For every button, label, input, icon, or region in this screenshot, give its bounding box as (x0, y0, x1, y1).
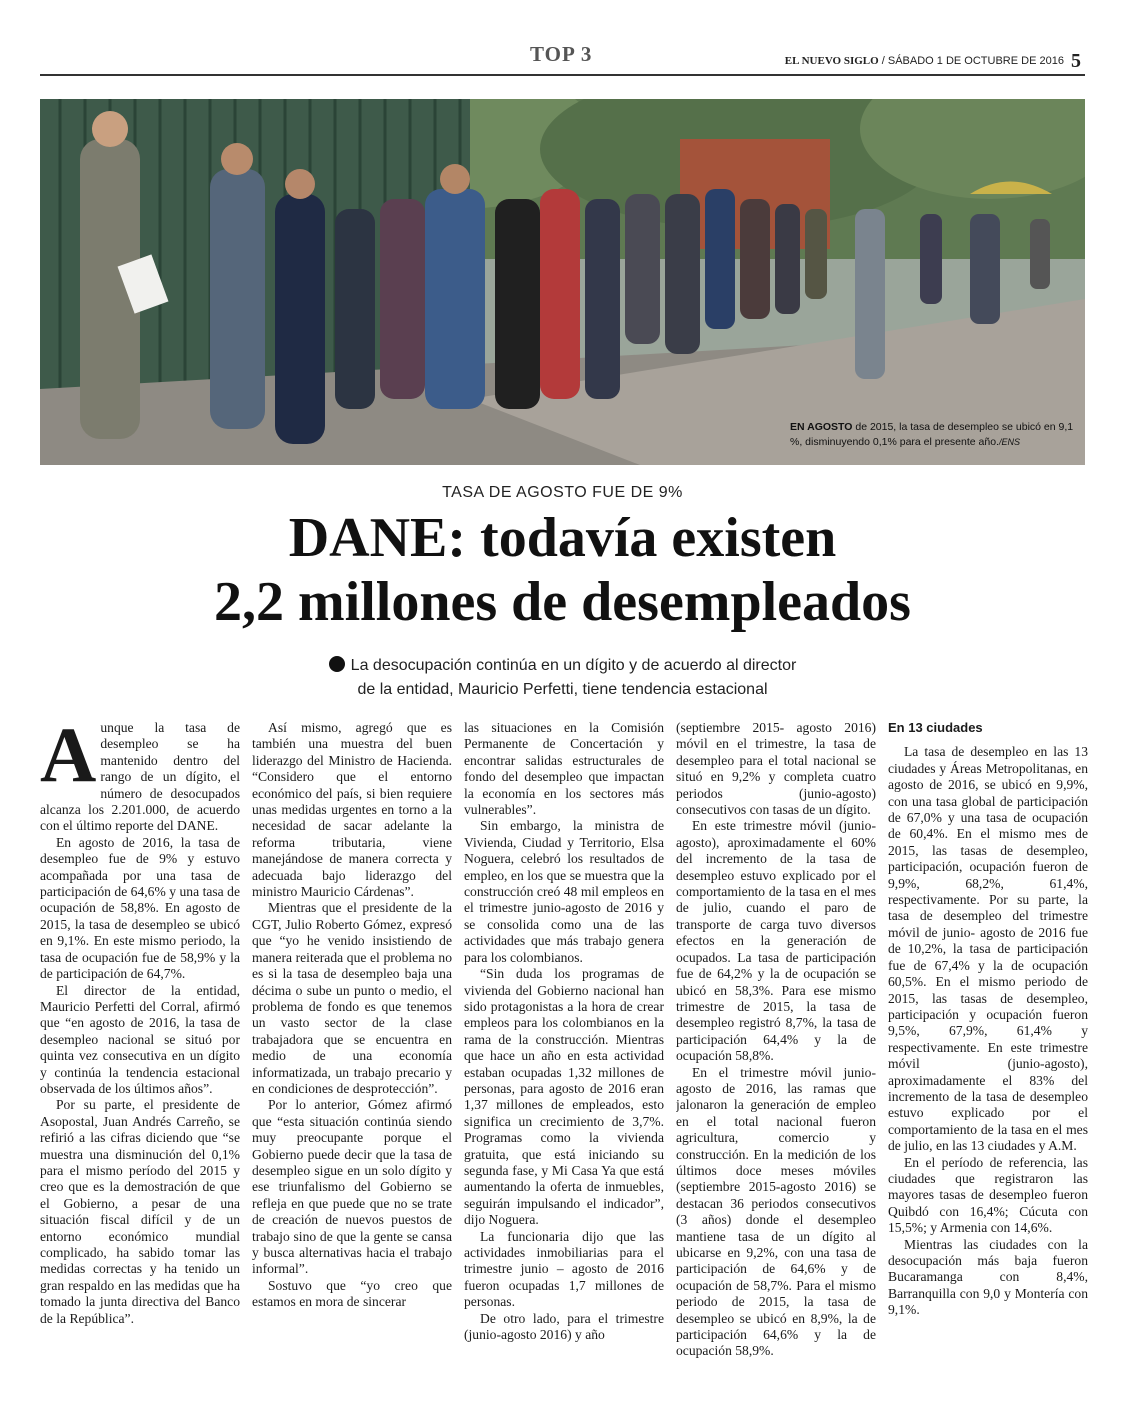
headline-line-2: 2,2 millones de desempleados (214, 571, 911, 633)
news-photo (40, 99, 1085, 465)
paragraph: (septiembre 2015- agosto 2016) móvil en el trimestre, la tasa de desempleo para el total nacional se situó en 9,2% y completa cuatro periodos (junio-agosto) consecutivos con tasas de un dígito. (676, 720, 876, 818)
deck-line-1: La desocupación continúa en un dígito y de acuerdo al director (350, 657, 797, 674)
paragraph: El director de la entidad, Mauricio Perfetti del Corral, afirmó que “en agosto de 2016, la tasa de desempleo nacional se situó por quinta vez consecutiva en un dígito y continúa la tendencia estacional observada de los últimos años”. (40, 982, 240, 1096)
caption-credit: /ENS (998, 437, 1020, 447)
article-column-2 (252, 720, 452, 1390)
issue-date: / SÁBADO 1 DE OCTUBRE DE 2016 (881, 55, 1064, 67)
queue-photo-illustration (40, 99, 1085, 465)
deck-line-2: de la entidad, Mauricio Perfetti, tiene tendencia estacional (357, 681, 768, 698)
caption-text: de 2015, la tasa de desempleo se ubicó en 9,1 %, disminuyendo 0,1% para el presente año. (790, 421, 1074, 448)
paragraph: La funcionaria dijo que las actividades inmobiliarias para el trimestre junio – agosto de 2016 fueron ocupadas 1,7 millones de personas. (464, 1228, 664, 1310)
paragraph: “Sin duda los programas de vivienda del Gobierno nacional han sido protagonistas a la hora de crear empleos para los colombianos en la rama de la construcción. Mientras que hace un año en esta actividad estaban ocupadas 1,32 millones de personas, para agosto de 2016 eran 1,37 millones de empleados, esto significa un crecimiento de 3,7%. Programas como la vivienda gratuita, que está iniciando su segunda fase, y Mi Casa Ya que está aumentando la oferta de inmuebles, seguirán impulsando el indicador”, dijo Noguera. (464, 966, 664, 1228)
paragraph: Así mismo, agregó que es también una muestra del buen liderazgo del Ministro de Hacienda. “Considero que el entorno económico del país, si bien requiere unas medidas urgentes en torno a la necesidad de sacar adelante la reforma tributaria, viene manejándose de manera correcta y adecuada bajo liderazgo del ministro Mauricio Cárdenas”. (252, 720, 452, 900)
subhead: En 13 ciudades (888, 720, 983, 735)
paragraph: La tasa de desempleo en las 13 ciudades y Áreas Metropolitanas, en agosto de 2016, se ubicó en 9,9%, con una tasa global de participación de 67,0% y una tasa de ocupación de 60,4%. En el mismo mes de 2015, las tasas de desempleo, participación, ocupación fueron de 9,9%, 68,2%, 61,4%, respectivamente. Por su parte, la tasa de desempleo del trimestre móvil de junio- agosto de 2016 fue de 10,2%, la tasa de participación fue de 67,4% y la de ocupación 60,5%. En el mismo periodo de 2015, las tasas de desempleo, participación y ocupación fueron 9,5%, 67,9%, 61,4% y respectivamente. En este trimestre móvil (junio-agosto), aproximadamente el 83% del incremento de la tasa de desempleo estuvo explicado por el comportamiento de la tasa en el mes de julio, en las 13 ciudades y A.M. (888, 744, 1088, 1154)
article-column-1 (40, 720, 240, 1390)
section-label: TOP 3 (530, 42, 593, 66)
photo-caption (790, 420, 1080, 450)
paragraph: Por su parte, el presidente de Asopostal, Juan Andrés Carreño, se refirió a las cifras diciendo que “se muestra una disminución del 0,1% para el mismo período del 2015 y creo que es la demostración de que el Gobierno, a pesar de una situación fiscal difícil y de un entorno económico mundial complicado, ha sabido tomar las medidas correctas y ha tenido un gran respaldo en las medidas que ha tomado la juntа directiva del Banco de la República”. (40, 1097, 240, 1326)
header-rule (40, 74, 1085, 76)
newspaper-name: EL NUEVO SIGLO (784, 55, 879, 67)
paragraph: De otro lado, para el trimestre (junio-agosto 2016) y año (464, 1310, 664, 1343)
paragraph: En el período de referencia, las ciudades que registraron las mayores tasas de desempleo fueron Quibdó con 16,4%; Cúcuta con 15,5%; y Armenia con 14,6%. (888, 1154, 1088, 1236)
paragraph: Mientras que el presidente de la CGT, Julio Roberto Gómez, expresó que “yo he venido insistiendo de manera reiterada que el problema no es si la tasa de desempleo baja una décima o sube un punto o medio, el problema de fondo es que tenemos un vasto sector de la clase trabajadora que se encuentra en medio de una economía informatizada, un trabajo precario y en condiciones de desprotección”. (252, 900, 452, 1096)
article-headline (0, 506, 1125, 634)
drop-cap: A (40, 720, 97, 798)
article-deck (200, 654, 925, 702)
headline-line-1: DANE: todavía existen (288, 507, 837, 569)
caption-lead: EN AGOSTO (790, 421, 853, 433)
article-kicker: TASA DE AGOSTO FUE DE 9% (442, 484, 683, 501)
paragraph: En el trimestre móvil junio-agosto de 2016, las ramas que jalonaron la generación de empleo en el total nacional fueron agricultura, comercio y construcción. En la medición de los últimos doce meses móviles (septiembre 2015-agosto 2016) se destacan 36 periodos consecutivos (3 años) donde el desempleo mantiene tasa de un dígito al ubicarse en 9,2%, con una tasa de participación de 64,6% y de ocupación de 58,7%. Para el mismo periodo de 2015, la tasa de desempleo se ubicó en 8,9%, la de participación 64,6% y la de ocupación 58,9%. (676, 1064, 876, 1359)
paragraph: Aunque la tasa de desempleo se ha mantenido dentro del rango de un dígito, el número de desocupados alcanza los 2.201.000, de acuerdo con el último reporte del DANE. (40, 720, 240, 834)
paragraph: Sin embargo, la ministra de Vivienda, Ciudad y Territorio, Elsa Noguera, celebró los resultados de empleo, en los que se muestra que la construcción creó 48 mil empleos en el trimestre junio-agosto de 2016 y se consolida como una de las actividades que más trabajo genera para los colombianos. (464, 818, 664, 965)
paragraph: En agosto de 2016, la tasa de desempleo fue de 9% y estuvo acompañada por una tasa de participación de 64,6% y una tasa de ocupación de 58,8%. En agosto de 2015, la tasa de desempleo se ubicó en 9,1%. En este mismo periodo, la tasa de ocupación fue de 58,9% y la de participación de 64,7%. (40, 834, 240, 982)
bullet-dot-icon (329, 656, 345, 672)
article-column-5 (888, 720, 1088, 1390)
paragraph: Por lo anterior, Gómez afirmó que “esta situación continúa siendo muy preocupante porque el Gobierno puede decir que la tasa de desempleo sigue en un solo dígito y ese triunfalismo del Gobierno se refleja en que puede que no se trate de creación de nuevos puestos de trabajo sino de que la gente se cansa y busca alternativas hacia el trabajo informal”. (252, 1097, 452, 1277)
paragraph: En este trimestre móvil (junio-agosto), aproximadamente el 60% del incremento de la tasa de desempleo estuvo explicado por el comportamiento de la tasa en el mes de julio, cuando el paro de transporte de carga tuvo diversos efectos en la generación de ocupados. La tasa de participación fue de 64,2% y la de ocupación se ubicó en 58,3%. Para ese mismo trimestre de 2015, la tasa de desempleo registró 8,7%, la tasa de participación 64,4% y la de ocupación 58,8%. (676, 818, 876, 1064)
paragraph: las situaciones en la Comisión Permanente de Concertación y encontrar salidas estructurales de fondo del desempleo que impactan la economía en los sectores más vulnerables”. (464, 720, 664, 818)
article-column-3 (464, 720, 664, 1390)
masthead (785, 50, 1081, 73)
page-number: 5 (1071, 50, 1081, 72)
paragraph: Sostuvo que “yo creo que estamos en mora de sincerar (252, 1277, 452, 1310)
paragraph: Mientras las ciudades con la desocupación más baja fueron Bucaramanga con 8,4%, Barranquilla con 9,0 y Montería con 9,1%. (888, 1236, 1088, 1318)
article-column-4 (676, 720, 876, 1390)
